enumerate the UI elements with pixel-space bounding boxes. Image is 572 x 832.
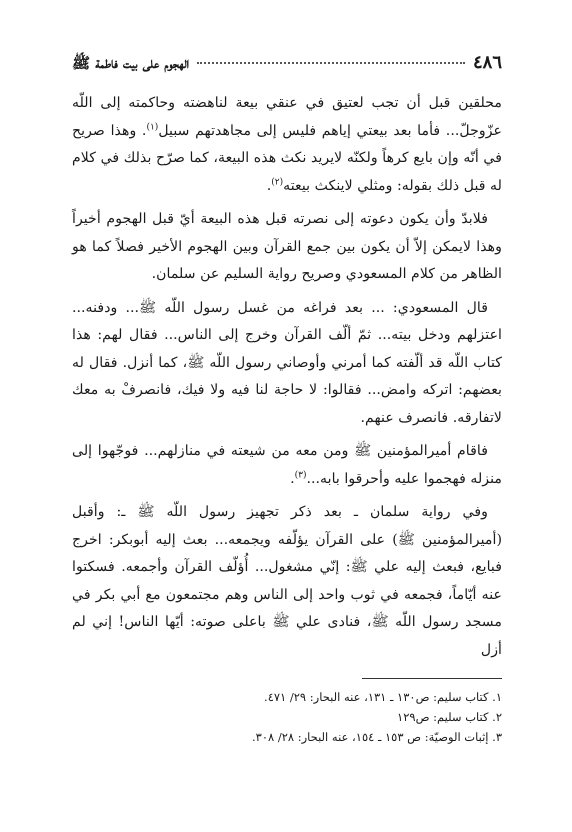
footnote: ٣. إثبات الوصيّة: ص ١٥٣ ـ ١٥٤، عنه البحار: ٢٨/ ٣٠٨. [251, 730, 502, 744]
paragraph [72, 90, 502, 200]
page-number: ٤٨٦ [472, 52, 502, 73]
paragraph-text: . [290, 470, 295, 487]
paragraph [72, 206, 502, 289]
paragraph-text: . [266, 177, 272, 194]
paragraph-text: فاقام أميرالمؤمنين ﷺ ومن معه من شيعته في منازلهم... فوجّهوا إلى منزله فهجموا عليه وأحرقوا بابه... [72, 443, 502, 487]
paragraph-text: . وهذا صريح في أنّه وإن بايع كرهاً ولكنّه لايريد نكث هذه البيعة، كما صرّح بذلك في كلام له قبل ذلك بقوله: ومثلي لاينكث بيعته [72, 122, 502, 194]
paragraph-text: فلابدّ وأن يكون دعوته إلى نصرته قبل هذه البيعة أيّ قبل الهجوم أخيراً وهذا لايمكن إلاّ أن يكون بين جمع القرآن وبين الهجوم الأخير فصلاً كما هو الظاهر من كلام المسعودي وصريح رواية السليم عن سلمان. [72, 211, 502, 282]
page-header [72, 48, 502, 78]
header-dotted-leader [197, 62, 465, 64]
running-title: الهجوم على بيت فاطمة ﷺ [72, 54, 190, 72]
paragraph-text: قال المسعودي: ... بعد فراغه من غسل رسول اللّه ﷺ... ودفنه... اعتزلهم ودخل بيته... ثمّ ألّف القرآن وخرج إلى الناس... فقال لهم: هذا كتاب اللّه قد ألّفته كما أمرني وأوصاني رسول اللّه ﷺ، كما أنزل. فقال له بعضهم: اتركه وامض... فقالوا: لا حاجة لنا فيه ولا فيك، فانصرفْ به معك لاتفارقه. فانصرف عنهم. [72, 299, 502, 426]
footnote-ref: (١) [146, 121, 159, 132]
main-text [72, 90, 502, 664]
paragraph-text: محلقين قبل أن تجب لعتيق في عنقي بيعة لناهضته وحاكمته إلى اللّه عزّوجلّ... فأما بعد بيعتي إياهم فليس إلى مجاهدتهم سبيل [72, 95, 502, 139]
footnote-divider [362, 678, 502, 679]
paragraph [72, 438, 502, 493]
footnote-ref: (٢) [271, 176, 284, 187]
paragraph-text: وفي رواية سلمان ـ بعد ذكر تجهيز رسول اللّه ﷺ ـ: وأقبل (أميرالمؤمنين ﷺ) على القرآن يؤلّفه ويجمعه... بعث إليه أبوبكر: اخرج فبايع، فبعث إليه علي ﷺ: إنّي مشغول... أُؤلّف القرآن وأجمعه. فسكتوا عنه أيّاماً، فجمعه في ثوب واحد إلى الناس وهم مجتمعون مع أبي بكر في مسجد رسول اللّه ﷺ، فنادى علي ﷺ باعلى صوته: أيّها الناس! إني لم أزل [72, 504, 502, 658]
footnote: ٢. كتاب سليم: ص١٢٩ [397, 710, 502, 724]
paragraph [72, 295, 502, 433]
paragraph [72, 499, 502, 664]
footnotes [72, 687, 502, 747]
footnote-ref: (٣) [294, 469, 307, 480]
footnote: ١. كتاب سليم: ص١٣٠ ـ ١٣١، عنه البحار: ٢٩/ ٤٧١. [264, 690, 502, 704]
